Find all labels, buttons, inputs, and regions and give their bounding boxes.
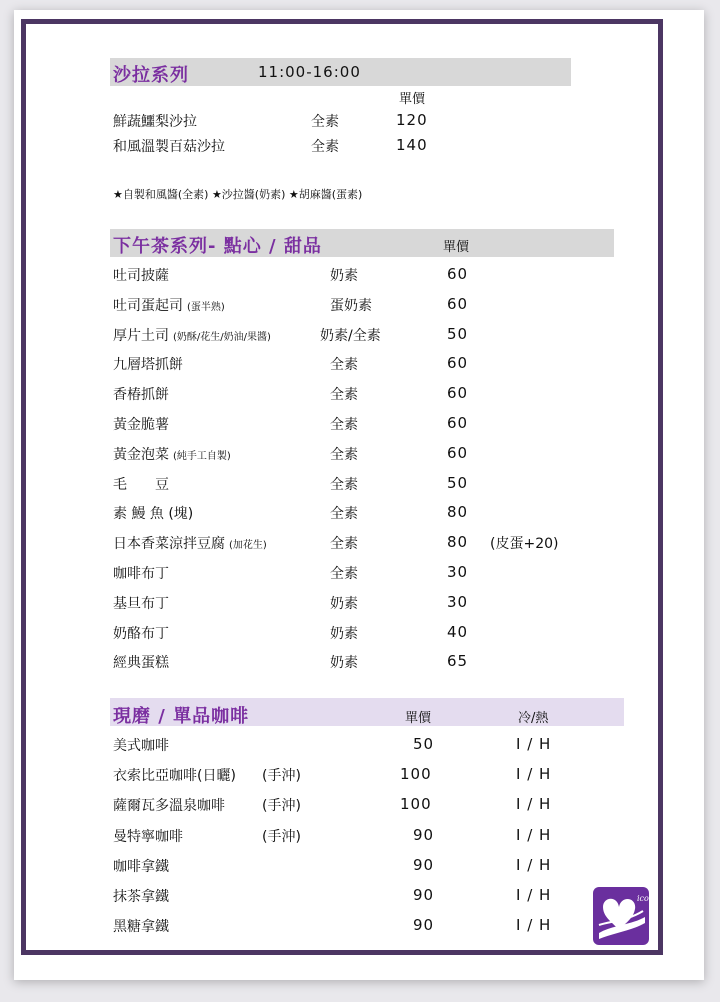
coffee-item-name: 抹茶拿鐵: [113, 889, 169, 905]
tea-item-type: 奶素: [330, 268, 358, 284]
tea-item-type: 全素: [330, 536, 358, 553]
coffee-item-temp: I / H: [516, 855, 552, 874]
tea-item-name: 黃金脆薯: [113, 417, 169, 433]
tea-item-extra: (皮蛋+20): [490, 536, 559, 553]
coffee-item-price: 90: [413, 855, 435, 874]
tea-item-name: 奶酪布丁: [113, 625, 169, 642]
tea-item-name: 經典蛋糕: [113, 655, 169, 672]
tea-item-price: 60: [447, 443, 469, 462]
coffee-item-price: 100: [400, 795, 432, 814]
coffee-item-price: 90: [413, 916, 435, 935]
tea-item-price: 60: [447, 265, 469, 283]
tea-item-price: 30: [447, 592, 469, 611]
tea-item-type: 蛋奶素: [330, 297, 372, 314]
salad-item-price: 140: [396, 136, 428, 154]
tea-item-type: 奶素: [330, 595, 358, 612]
tea-item-price: 60: [447, 384, 469, 403]
tea-item-name: 香椿抓餅: [113, 387, 169, 404]
tea-item-name: 九層塔抓餅: [113, 357, 183, 374]
tea-item-price: 40: [447, 622, 469, 641]
coffee-item-price: 90: [413, 886, 435, 904]
coffee-item-temp: I / H: [516, 795, 552, 814]
coffee-item-price: 100: [400, 765, 432, 784]
tea-item-price: 60: [447, 294, 469, 313]
tea-item-type: 奶素/全素: [320, 327, 381, 344]
salad-title: 沙拉系列: [113, 65, 189, 86]
logo-text: ico: [637, 894, 649, 903]
coffee-temp-header: 冷/熱: [518, 711, 549, 726]
tea-item-price: 60: [447, 354, 469, 373]
coffee-item-temp: I / H: [516, 916, 552, 935]
tea-item-price: 50: [447, 324, 469, 343]
coffee-item-price: 50: [413, 735, 435, 753]
coffee-item-name: 衣索比亞咖啡(日曬): [113, 768, 236, 785]
brand-logo: [593, 887, 649, 945]
salad-item-type: 全素: [311, 114, 339, 130]
coffee-item-temp: I / H: [516, 735, 552, 753]
tea-item-type: 全素: [330, 476, 358, 493]
tea-item-type: 奶素: [330, 655, 358, 672]
tea-item-type: 全素: [330, 506, 358, 523]
coffee-item-name: 黑糖拿鐵: [113, 919, 169, 936]
coffee-item-name: 曼特寧咖啡: [113, 828, 183, 845]
coffee-item-method: (手沖): [262, 828, 301, 845]
tea-item-name: 吐司蛋起司 (蛋半熟): [113, 297, 225, 314]
tea-item-type: 全素: [330, 446, 358, 463]
tea-item-name: 日本香菜涼拌豆腐 (加花生): [113, 536, 267, 553]
salad-item-name: 和風溫製百菇沙拉: [113, 139, 225, 155]
coffee-item-temp: I / H: [516, 765, 552, 784]
tea-item-name: 素 鰻 魚 (塊): [113, 506, 194, 523]
tea-item-name: 黃金泡菜 (純手工自製): [113, 446, 231, 463]
tea-item-price: 50: [447, 473, 469, 492]
tea-item-name: 咖啡布丁: [113, 566, 169, 582]
coffee-title: 現磨 / 單品咖啡: [113, 706, 250, 727]
tea-item-name: 毛 豆: [113, 476, 169, 493]
salad-hours: 11:00-16:00: [258, 63, 361, 81]
tea-item-name: 吐司披薩: [113, 268, 169, 284]
salad-item-name: 鮮蔬鱷梨沙拉: [113, 114, 197, 130]
tea-item-price: 65: [447, 652, 469, 671]
salad-price-header: 單價: [399, 92, 426, 107]
coffee-price-header: 單價: [405, 711, 432, 726]
tea-item-note: (奶酥/花生/奶油/果醬): [173, 331, 271, 343]
coffee-item-temp: I / H: [516, 825, 552, 844]
coffee-item-name: 美式咖啡: [113, 738, 169, 754]
tea-item-name: 厚片土司 (奶酥/花生/奶油/果醬): [113, 327, 271, 344]
tea-item-price: 60: [447, 414, 469, 432]
tea-item-type: 全素: [330, 566, 358, 582]
tea-item-note: (蛋半熟): [187, 301, 225, 313]
coffee-item-method: (手沖): [262, 798, 301, 815]
tea-item-type: 奶素: [330, 625, 358, 642]
salad-item-price: 120: [396, 111, 428, 129]
tea-item-note: (加花生): [229, 540, 267, 552]
coffee-item-price: 90: [413, 825, 435, 844]
tea-item-type: 全素: [330, 387, 358, 404]
tea-item-note: (純手工自製): [173, 450, 231, 462]
salad-dressing-note: ★自製和風醬(全素) ★沙拉醬(奶素) ★胡麻醬(蛋素): [113, 188, 363, 201]
coffee-item-temp: I / H: [516, 886, 552, 904]
tea-title: 下午茶系列- 點心 / 甜品: [113, 236, 322, 257]
tea-price-header: 單價: [443, 240, 470, 255]
tea-item-price: 30: [447, 563, 469, 581]
tea-item-price: 80: [447, 533, 469, 552]
tea-item-type: 全素: [330, 417, 358, 433]
coffee-item-name: 咖啡拿鐵: [113, 858, 169, 875]
tea-item-type: 全素: [330, 357, 358, 374]
coffee-item-method: (手沖): [262, 768, 301, 785]
salad-item-type: 全素: [311, 139, 339, 155]
tea-item-price: 80: [447, 503, 469, 522]
tea-item-name: 基旦布丁: [113, 595, 169, 612]
coffee-item-name: 薩爾瓦多溫泉咖啡: [113, 798, 225, 815]
